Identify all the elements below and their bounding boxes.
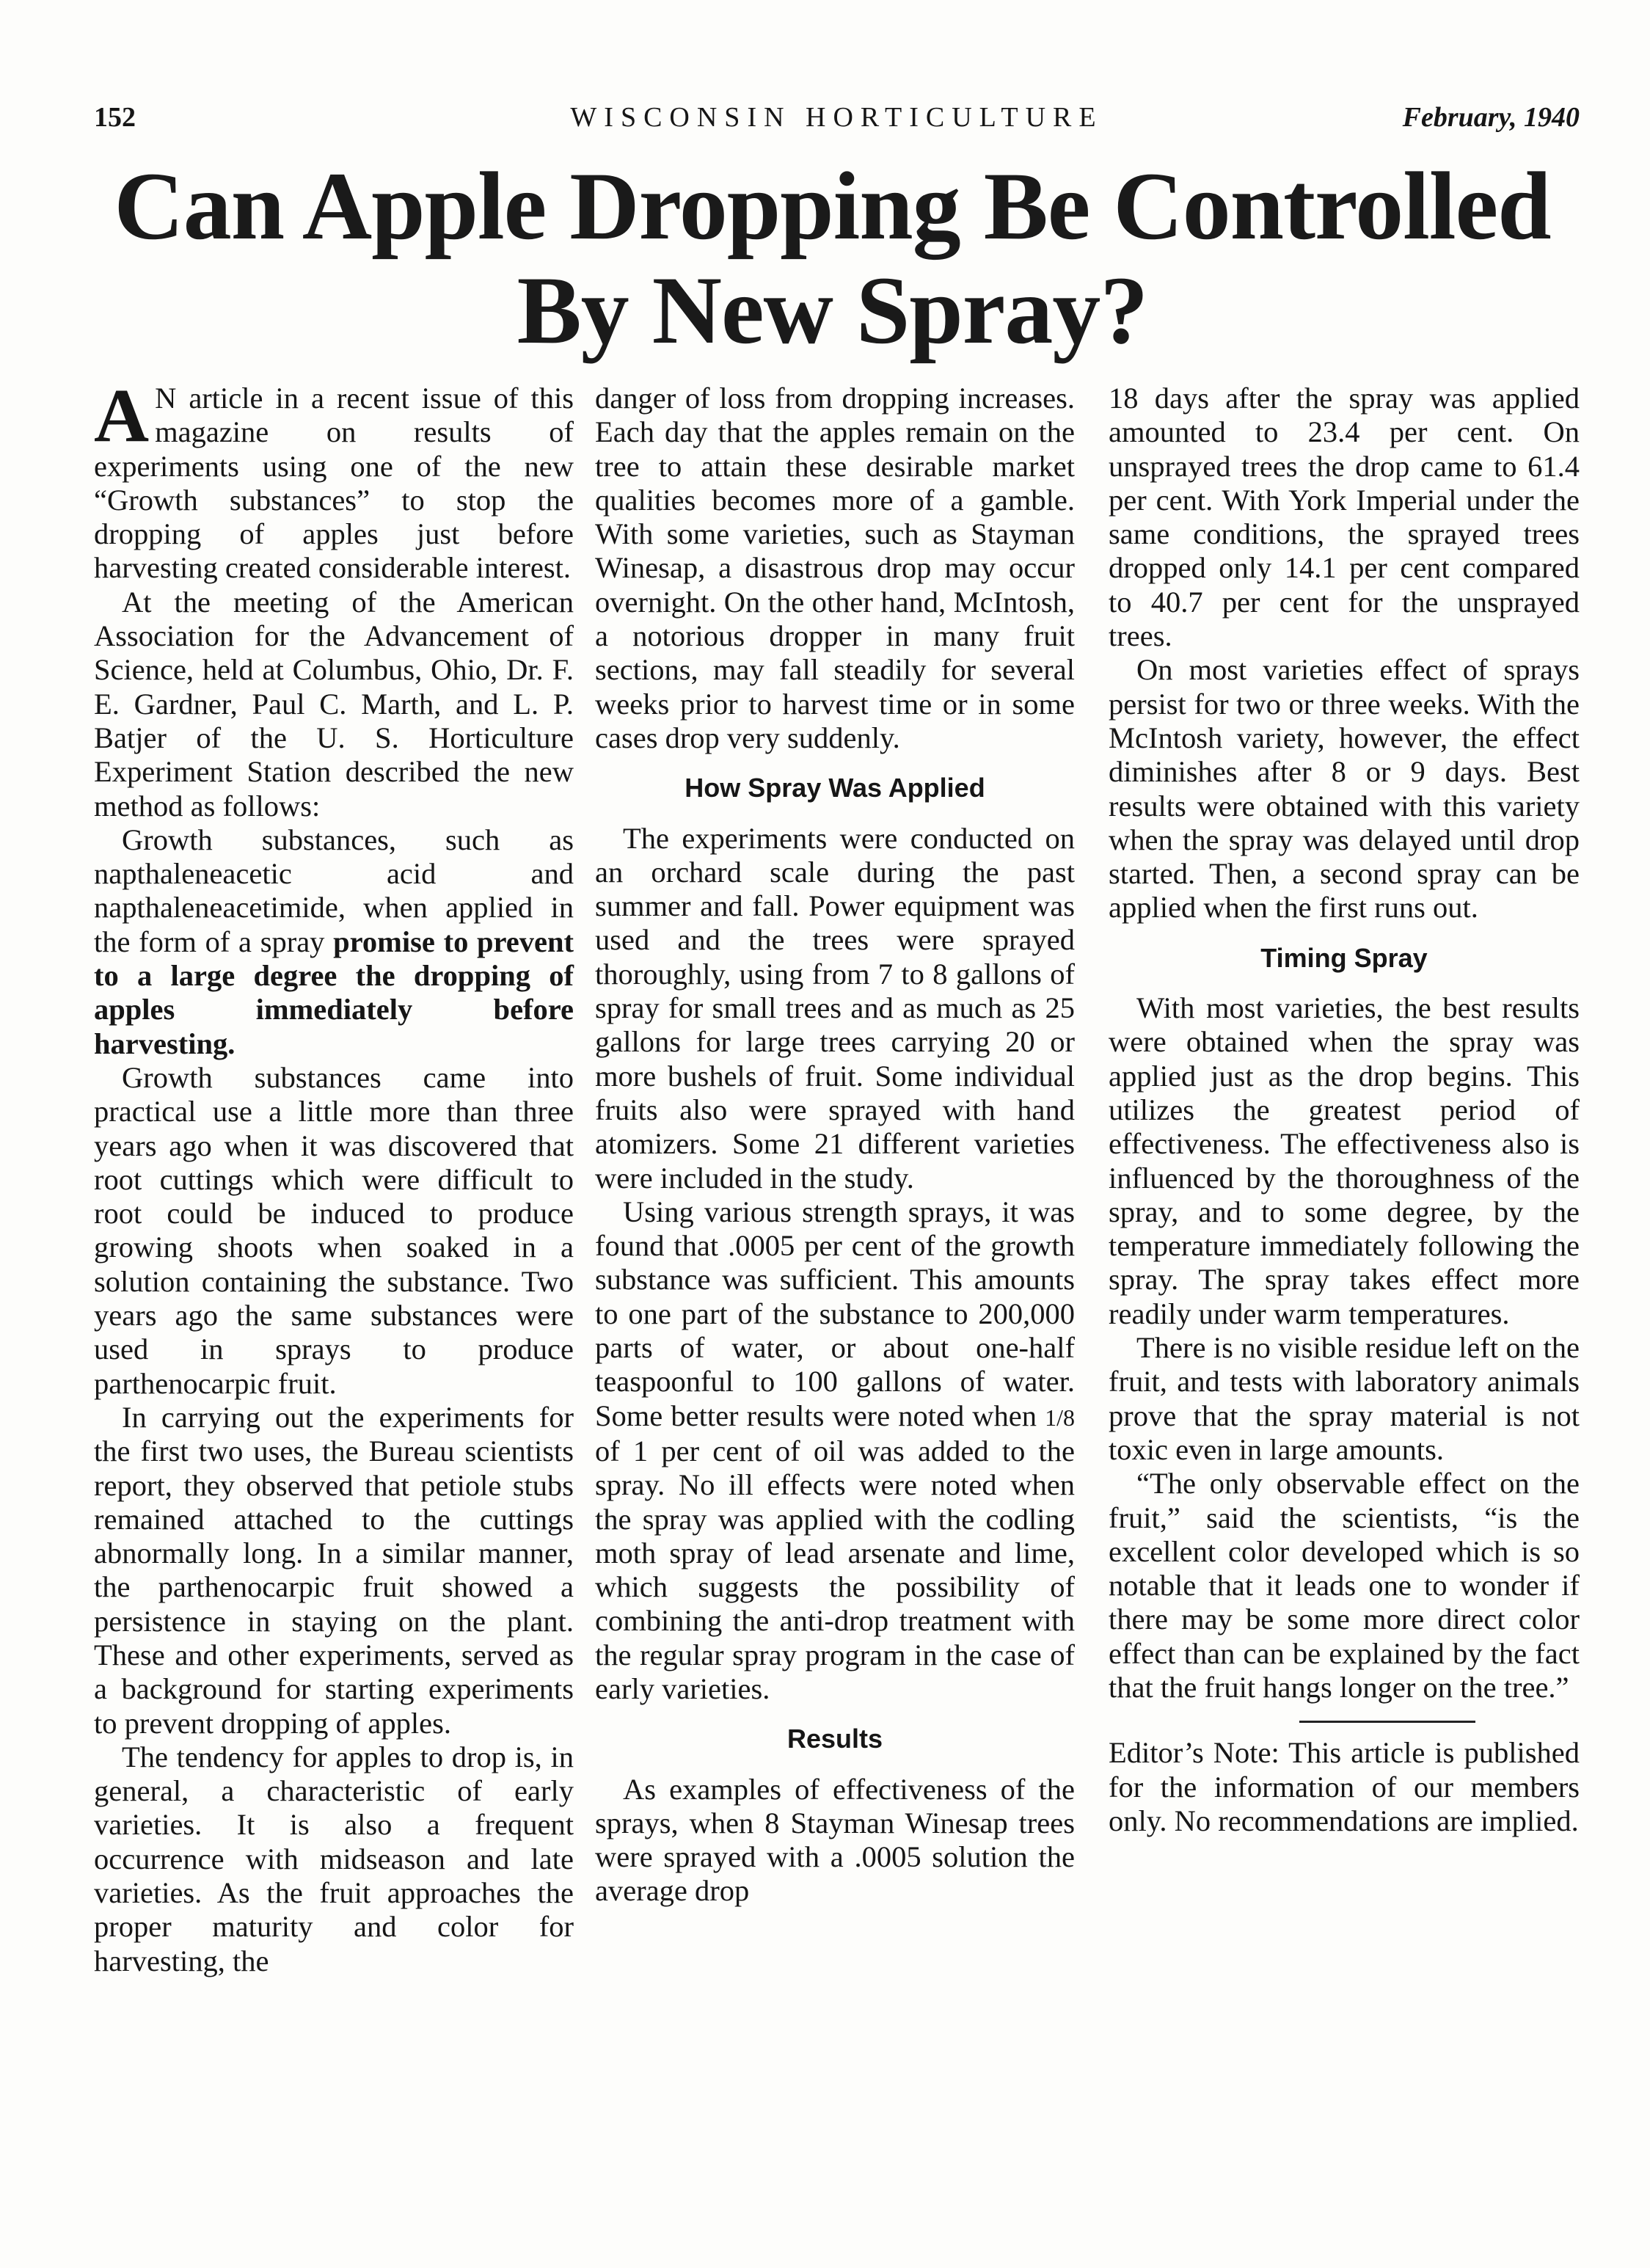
- paragraph: As examples of effectiveness of the sprays, when 8 Stayman Winesap trees were sprayed with a .0005 solution the average drop: [595, 1772, 1075, 1908]
- paragraph: 18 days after the spray was applied amounted to 23.4 per cent. On unsprayed trees the drop came to 61.4 per cent. With York Imperial under the same conditions, the sprayed trees dropped only 14.1 per cent compared to 40.7 per cent for the unsprayed trees.: [1109, 382, 1580, 653]
- subheading: Results: [786, 1724, 883, 1754]
- paragraph: With most varieties, the best results were obtained when the spray was applied just as the drop begins. This utilizes the greatest period of effectiveness. The effectiveness also is influenced by the thoroughness of the spray, and to some degree, by the temperature immediately following the spray. The spray takes effect more readily under warm temperatures.: [1109, 991, 1580, 1330]
- paragraph: The experiments were conducted on an orchard scale during the past summer and fall. Power equipment was used and the trees were sprayed thoroughly, using from 7 to 8 gallons of spray for small trees and as much as 25 gallons for large trees carrying 20 or more bushels of fruit. Some individual fruits also were sprayed with hand atomizers. Some 21 different varieties were included in the study.: [595, 821, 1075, 1195]
- paragraph: danger of loss from dropping increases. Each day that the apples remain on the tree to attain these desirable market qualities becomes more of a gamble. With some varieties, such as Stayman Winesap, a disastrous drop may occur overnight. On the other hand, McIntosh, a notorious dropper in many fruit sections, may fall steadily for several weeks prior to harvest time or in some cases drop very suddenly.: [595, 382, 1075, 754]
- drop-cap: A: [94, 373, 150, 458]
- paragraph: In carrying out the experiments for the first two uses, the Bureau scientists report, they observed that petiole stubs remained attached to the cuttings abnormally long. In a similar manner, the parthenocarpic fruit showed a persistence in staying on the plant. These and other experiments, served as a background for starting experiments to prevent dropping of apples.: [94, 1400, 574, 1740]
- column-1: [94, 373, 574, 1978]
- paragraph: A N article in a recent issue of this magazine on results of experiments using one of the new “Growth substances” to stop the dropping of apples just before harvesting created considerable interest.: [94, 373, 574, 585]
- magazine-name: WISCONSIN HORTICULTURE: [570, 102, 1103, 133]
- title-line-1: Can Apple Dropping Be Controlled: [114, 152, 1551, 260]
- fraction: 1/8: [1045, 1404, 1075, 1431]
- paragraph: Growth substances came into practical use a little more than three years ago when it was discovered that root cuttings which were difficult to root could be induced to produce growing shoots when soaked in a solution containing the substance. Two years ago the same substances were used in sprays to produce parthenocarpic fruit.: [94, 1060, 574, 1400]
- page-number: 152: [94, 102, 136, 133]
- column-3: [1109, 382, 1580, 1838]
- paragraph: On most varieties effect of sprays persist for two or three weeks. With the McIntosh variety, however, the effect diminishes after 8 or 9 days. Best results were obtained with this variety when the spray was delayed until drop started. Then, a second spray can be applied when the first runs out.: [1109, 653, 1580, 925]
- paragraph: At the meeting of the American Association for the Advancement of Science, held at Columbus, Ohio, Dr. F. E. Gardner, Paul C. Marth, and L. P. Batjer of the U. S. Horticulture Experiment Station described the new method as follows:: [94, 585, 574, 823]
- emphasis: promise to prevent to a large degree the dropping of apples immediately before harvesting.: [94, 925, 574, 1060]
- paragraph: “The only observable effect on the fruit,” said the scientists, “is the excellent color developed which is so notable that it leads one to wonder if there may be some more direct color effect than can be explained by the fact that the fruit hangs longer on the tree.”: [1109, 1467, 1580, 1704]
- paragraph: There is no visible residue left on the fruit, and tests with laboratory animals prove that the spray material is not toxic even in large amounts.: [1109, 1331, 1580, 1466]
- paragraph: Using various strength sprays, it was found that .0005 per cent of the growth substance was sufficient. This amounts to one part of the substance to 200,000 parts of water, or about one-half teaspoonful to 100 gallons of water. Some better results were noted when 1/8 of 1 per cent of oil was added to the spray. No ill effects were noted when the spray was applied with the codling moth spray of lead arsenate and lime, which suggests the possibility of combining the anti-drop treatment with the regular spray program in the case of early varieties.: [595, 1195, 1075, 1705]
- column-2: [595, 382, 1075, 1908]
- divider: [1299, 1721, 1475, 1723]
- title-line-2: By New Spray?: [516, 256, 1148, 364]
- issue-date: February, 1940: [1402, 102, 1580, 133]
- article-title: [59, 154, 1606, 362]
- paragraph: The tendency for apples to drop is, in general, a characteristic of early varieties. It is also a frequent occurrence with midseason and late varieties. As the fruit approaches the proper maturity and color for harvesting, the: [94, 1740, 574, 1977]
- editors-note: Editor’s Note: This article is published for the information of our members only. No recommendations are implied.: [1109, 1736, 1580, 1837]
- running-header: [94, 101, 1580, 145]
- subheading: How Spray Was Applied: [685, 773, 985, 803]
- paragraph: Growth substances, such as napthaleneacetic acid and napthaleneacetimide, when applied in the form of a spray promise to prevent to a large degree the dropping of apples immediately before harvesting.: [94, 823, 574, 1060]
- subheading: Timing Spray: [1260, 942, 1428, 973]
